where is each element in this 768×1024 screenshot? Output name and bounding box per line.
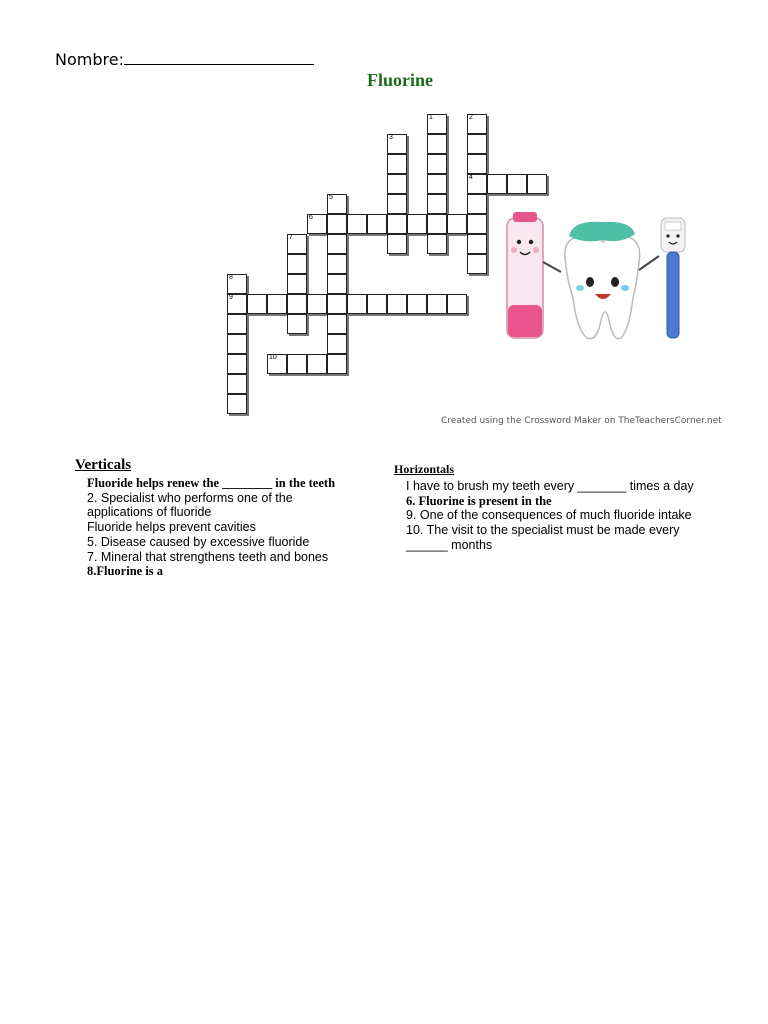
toothbrush-icon: [661, 218, 685, 338]
crossword-cell[interactable]: [447, 214, 467, 234]
clue-number: 6: [309, 214, 313, 221]
name-label: Nombre:: [55, 50, 124, 69]
crossword-cell[interactable]: [327, 274, 347, 294]
crossword-cell[interactable]: [327, 254, 347, 274]
crossword-cell[interactable]: [467, 254, 487, 274]
toothpaste-icon: [507, 212, 561, 338]
clue-number: 3: [389, 134, 393, 141]
clue-number: 9: [229, 294, 233, 301]
crossword-cell[interactable]: [427, 214, 447, 234]
vertical-clue: 5. Disease caused by excessive fluoride: [87, 534, 310, 549]
crossword-cell[interactable]: [427, 234, 447, 254]
crossword-cell[interactable]: [467, 154, 487, 174]
vertical-clue: 8.Fluorine is a: [87, 564, 164, 579]
crossword-cell[interactable]: [387, 214, 407, 234]
crossword-cell[interactable]: [427, 134, 447, 154]
crossword-cell[interactable]: [467, 194, 487, 214]
crossword-cell[interactable]: [287, 254, 307, 274]
crossword-cell[interactable]: [387, 154, 407, 174]
crossword-cell[interactable]: [427, 194, 447, 214]
horizontal-clue: 9. One of the consequences of much fluoride intake: [406, 508, 692, 523]
crossword-cell[interactable]: [227, 294, 247, 314]
tooth-icon: [565, 222, 659, 339]
clue-number: 1: [429, 114, 433, 121]
crossword-cell[interactable]: [327, 334, 347, 354]
clue-number: 2: [469, 114, 473, 121]
vertical-clue: Fluoride helps prevent cavities: [87, 520, 256, 535]
horizontal-clue: 10. The visit to the specialist must be made every ______ months: [406, 523, 680, 552]
vertical-clue: Fluoride helps renew the ________ in the teeth: [87, 476, 336, 490]
crossword-cell[interactable]: [227, 334, 247, 354]
crossword-cell[interactable]: [347, 294, 367, 314]
crossword-cell[interactable]: [467, 174, 487, 194]
crossword-cell[interactable]: [427, 114, 447, 134]
vertical-clue-list: [87, 476, 357, 579]
crossword-cell[interactable]: [367, 294, 387, 314]
crossword-cell[interactable]: [307, 294, 327, 314]
clue-number: 10: [269, 354, 277, 361]
crossword-cell[interactable]: [267, 294, 287, 314]
horizontal-clue: 6. Fluorine is present in the: [406, 493, 552, 508]
crossword-cell[interactable]: [427, 154, 447, 174]
verticals-heading: Verticals: [75, 457, 132, 473]
crossword-cell[interactable]: [327, 314, 347, 334]
crossword-cell[interactable]: [327, 214, 347, 234]
vertical-clue: 7. Mineral that strengthens teeth and bones: [87, 549, 329, 564]
crossword-cell[interactable]: [307, 354, 327, 374]
crossword-cell[interactable]: [387, 174, 407, 194]
crossword-cell[interactable]: [387, 294, 407, 314]
crossword-cell[interactable]: [287, 354, 307, 374]
crossword-cell[interactable]: [427, 174, 447, 194]
crossword-cell[interactable]: [467, 134, 487, 154]
crossword-cell[interactable]: [287, 234, 307, 254]
crossword-cell[interactable]: [367, 214, 387, 234]
crossword-cell[interactable]: [327, 234, 347, 254]
crossword-cell[interactable]: [387, 194, 407, 214]
clue-number: 5: [329, 194, 333, 201]
credit-text: Created using the Crossword Maker on TheTeachersCorner.net: [441, 416, 722, 426]
crossword-cell[interactable]: [227, 354, 247, 374]
crossword-cell[interactable]: [447, 294, 467, 314]
horizontal-clue: I have to brush my teeth every _______ times a day: [406, 479, 694, 493]
clue-number: 8: [229, 274, 233, 281]
crossword-cell[interactable]: [467, 214, 487, 234]
crossword-cell[interactable]: [287, 314, 307, 334]
crossword-cell[interactable]: [427, 294, 447, 314]
crossword-cell[interactable]: [347, 214, 367, 234]
clue-number: 7: [289, 234, 293, 241]
dental-illustration: [493, 170, 705, 385]
vertical-clue: 2. Specialist who performs one of the applications of fluoride: [87, 490, 293, 520]
crossword-cell[interactable]: [407, 214, 427, 234]
crossword-cell[interactable]: [467, 234, 487, 254]
crossword-cell[interactable]: [287, 294, 307, 314]
crossword-cell[interactable]: [327, 354, 347, 374]
crossword-cell[interactable]: [287, 274, 307, 294]
crossword-cell[interactable]: [227, 314, 247, 334]
horizontals-heading: Horizontals: [394, 462, 454, 476]
crossword-cell[interactable]: [267, 354, 287, 374]
clue-number: 4: [469, 174, 473, 181]
crossword-cell[interactable]: [227, 374, 247, 394]
page-title: Fluorine: [367, 70, 433, 90]
crossword-cell[interactable]: [327, 194, 347, 214]
crossword-cell[interactable]: [387, 134, 407, 154]
crossword-cell[interactable]: [407, 294, 427, 314]
crossword-cell[interactable]: [247, 294, 267, 314]
crossword-cell[interactable]: [227, 394, 247, 414]
crossword-cell[interactable]: [307, 214, 327, 234]
crossword-cell[interactable]: [327, 294, 347, 314]
crossword-cell[interactable]: [387, 234, 407, 254]
crossword-cell[interactable]: [227, 274, 247, 294]
crossword-cell[interactable]: [467, 114, 487, 134]
horizontal-clue-list: [406, 479, 696, 553]
